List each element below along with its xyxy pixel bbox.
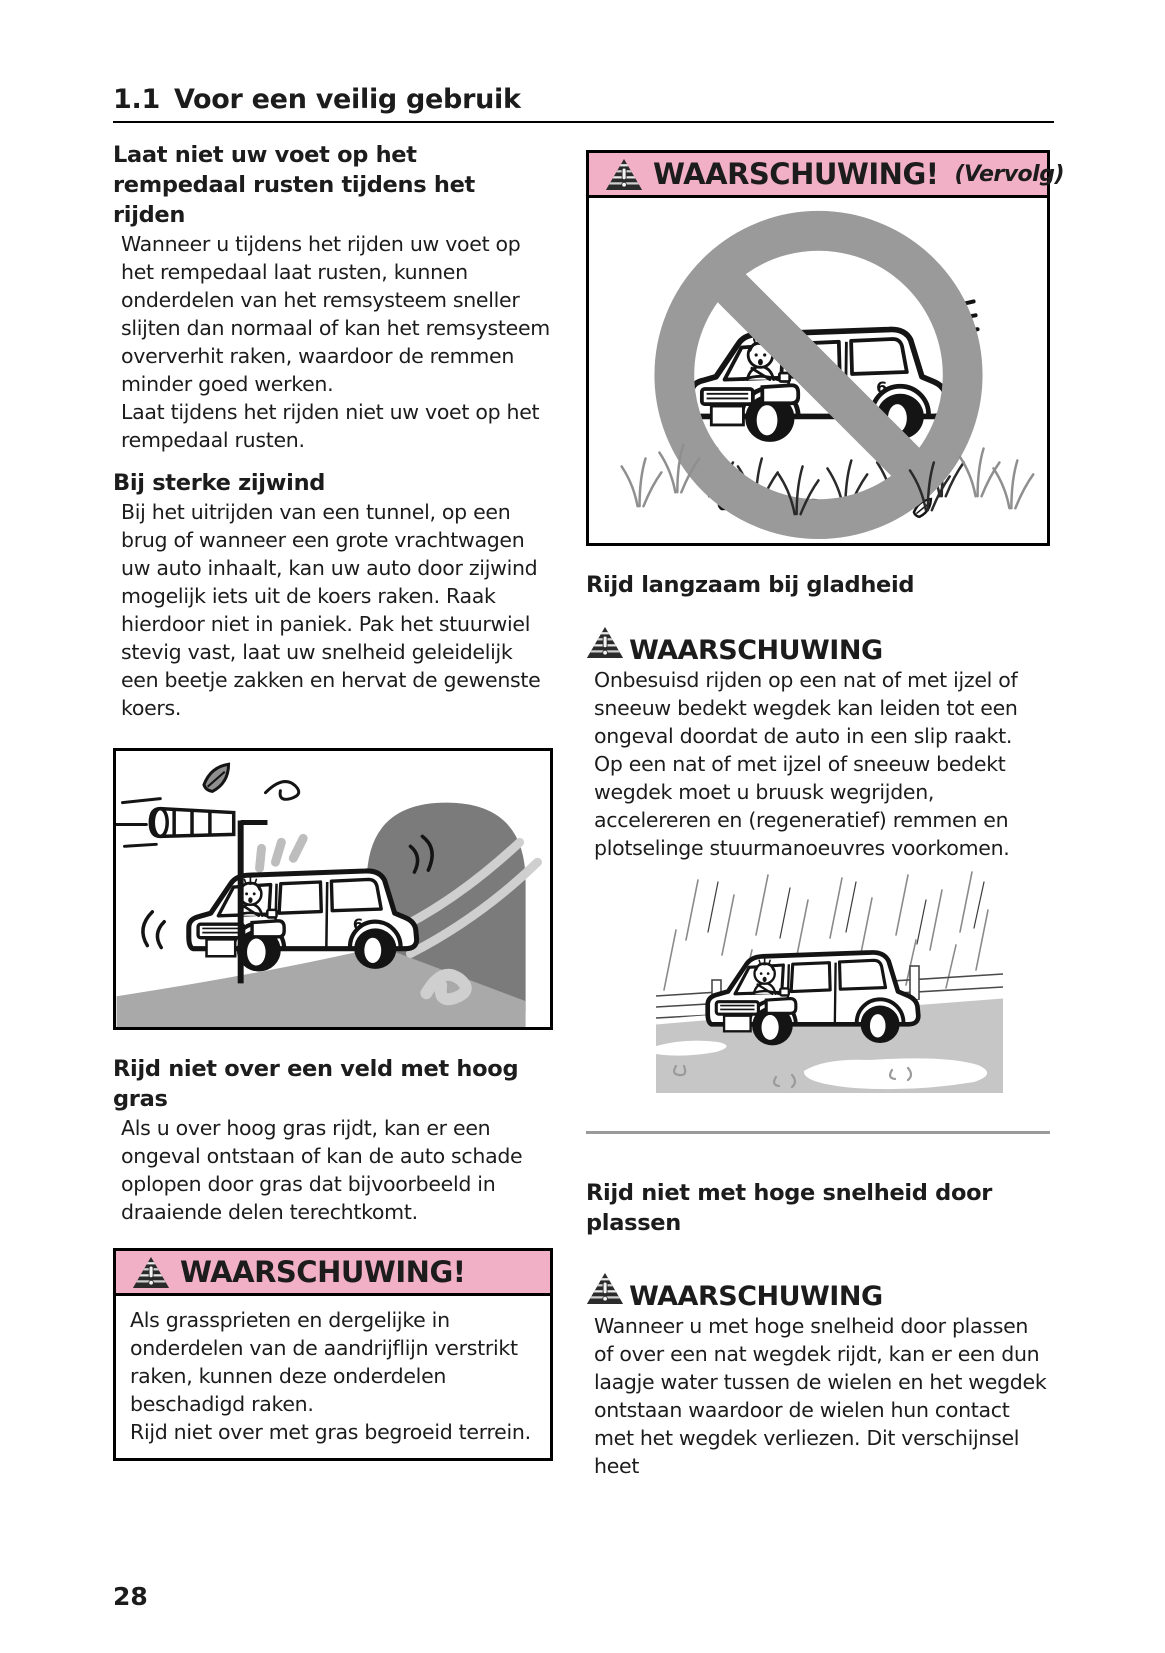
- section-number: 1.1: [113, 84, 160, 115]
- section-title: Voor een veilig gebruik: [173, 84, 521, 115]
- caption-heading-slippery: Rijd langzaam bij gladheid: [586, 572, 915, 598]
- prohibition-sign-illustration: [589, 198, 1047, 543]
- warning-continuation-label: (Vervolg): [954, 161, 1065, 187]
- warning-header-puddles: [586, 1272, 1050, 1312]
- warning-paragraph: Op een nat of met ijzel of sneeuw bedekt wegdek moet u bruusk wegrijden, accelereren en (regeneratief) remmen en plotselinge stuurmanoeuvres voorkomen.: [594, 752, 1010, 860]
- subsection-heading-crosswind: Bij sterke zijwind: [113, 470, 326, 496]
- column-divider: [586, 1131, 1050, 1134]
- car-door-label: 6: [876, 377, 888, 397]
- body-paragraph: Wanneer u tijdens het rijden uw voet op het rempedaal laat rusten, kunnen onderdelen van het remsysteem sneller slijten dan normaal of kan het remsysteem oververhit raken, waardoor de remmen minder goed werken.: [121, 232, 550, 396]
- warning-triangle-icon: [132, 1256, 170, 1289]
- warning-triangle-icon: [605, 158, 643, 191]
- page-title: [113, 84, 521, 115]
- warning-paragraph: Rijd niet over met gras begroeid terrein.: [130, 1420, 531, 1444]
- left-column: [113, 140, 553, 1461]
- warning-paragraph: Als grassprieten en dergelijke in onderdelen van de aandrijflijn verstrikt raken, kunnen deze onderdelen beschadigd raken.: [130, 1308, 518, 1416]
- body-paragraph: Laat tijdens het rijden niet uw voet op het rempedaal rusten.: [121, 400, 540, 452]
- body-paragraph: Als u over hoog gras rijdt, kan er een ongeval ontstaan of kan de auto schade oplopen door gras dat bijvoorbeeld in draaiende delen terechtkomt.: [121, 1116, 523, 1224]
- header-rule: [113, 121, 1054, 123]
- rain-puddle-illustration: [656, 870, 1050, 1093]
- warning-box-grass: [113, 1248, 553, 1461]
- warning-title: WAARSCHUWING!: [653, 157, 939, 191]
- warning-title: WAARSCHUWING: [629, 1281, 883, 1312]
- warning-title: WAARSCHUWING: [629, 635, 883, 666]
- page-number: 28: [113, 1582, 148, 1611]
- car-door-label: 6: [352, 915, 364, 934]
- subsection-heading-puddles: Rijd niet met hoge snelheid door plassen: [586, 1180, 993, 1236]
- warning-title: WAARSCHUWING!: [180, 1255, 466, 1289]
- warning-header-slippery: [586, 626, 1050, 666]
- warning-paragraph: Onbesuisd rijden op een nat of met ijzel of sneeuw bedekt wegdek kan leiden tot een ongeval doordat de auto in een slip raakt.: [594, 668, 1018, 748]
- subsection-heading-brake: Laat niet uw voet op het rempedaal rusten tijdens het rijden: [113, 142, 475, 228]
- warning-header: [589, 153, 1065, 198]
- right-column: [586, 150, 1065, 1480]
- tunnel-crosswind-illustration: [113, 748, 553, 1030]
- subsection-heading-grass: Rijd niet over een veld met hoog gras: [113, 1056, 519, 1112]
- warning-triangle-icon: [586, 626, 624, 659]
- body-paragraph: Bij het uitrijden van een tunnel, op een brug of wanneer een grote vrachtwagen uw auto inhaalt, kan uw auto door zijwind mogelijk iets uit de koers raken. Raak hierdoor niet in paniek. Pak het stuurwiel stevig vast, laat uw snelheid geleidelijk een beetje zakken en hervat de gewenste koers.: [121, 500, 541, 720]
- warning-box-continued: [586, 150, 1065, 546]
- warning-paragraph: Wanneer u met hoge snelheid door plassen of over een nat wegdek rijdt, kan er een dun laagje water tussen de wielen en het wegdek ontstaan waardoor de wielen hun contact met het wegdek verliezen. Dit verschijnsel heet: [594, 1314, 1047, 1478]
- warning-header: [116, 1251, 550, 1296]
- warning-triangle-icon: [586, 1272, 624, 1305]
